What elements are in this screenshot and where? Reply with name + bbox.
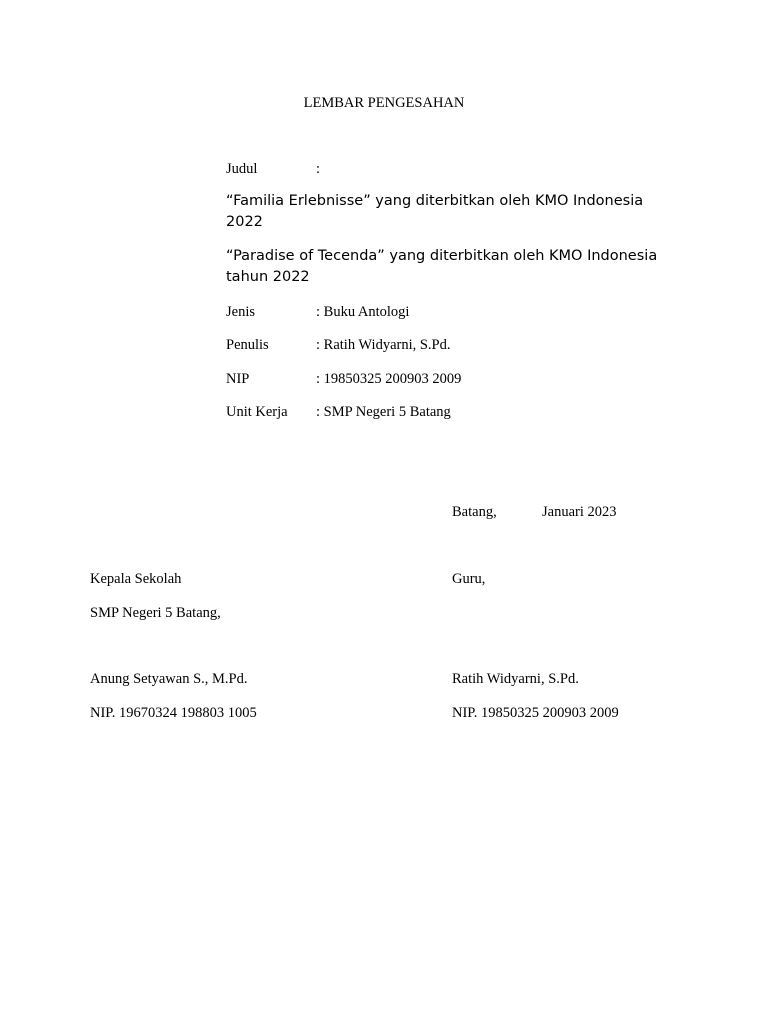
right-signer-nip: NIP. 19850325 200903 2009	[452, 705, 619, 721]
page-title: LEMBAR PENGESAHAN	[303, 95, 465, 111]
place-text: Batang,	[452, 504, 497, 520]
field-label-nip: NIP	[226, 371, 250, 387]
left-signer-name: Anung Setyawan S., M.Pd.	[90, 671, 248, 687]
left-signer-nip: NIP. 19670324 198803 1005	[90, 705, 257, 721]
field-value-jenis: : Buku Antologi	[316, 304, 410, 320]
left-signer-role: Kepala Sekolah	[90, 571, 182, 587]
field-label-jenis: Jenis	[226, 304, 255, 320]
field-value-penulis: : Ratih Widyarni, S.Pd.	[316, 337, 451, 353]
field-label-penulis: Penulis	[226, 337, 269, 353]
judul-label: Judul	[226, 161, 258, 177]
field-value-unit-kerja: : SMP Negeri 5 Batang	[316, 404, 451, 420]
left-signer-institution: SMP Negeri 5 Batang,	[90, 605, 221, 621]
judul-colon: :	[316, 161, 321, 177]
right-signer-name: Ratih Widyarni, S.Pd.	[452, 671, 579, 687]
right-signer-role: Guru,	[452, 571, 486, 587]
book-title-1: “Familia Erlebnisse” yang diterbitkan oleh KMO Indonesia 2022	[226, 193, 644, 230]
book-title-2: “Paradise of Tecenda” yang diterbitkan oleh KMO Indonesia tahun 2022	[226, 248, 658, 285]
field-label-unit-kerja: Unit Kerja	[226, 404, 288, 420]
field-value-nip: : 19850325 200903 2009	[316, 371, 462, 387]
date-text: Januari 2023	[542, 504, 617, 520]
